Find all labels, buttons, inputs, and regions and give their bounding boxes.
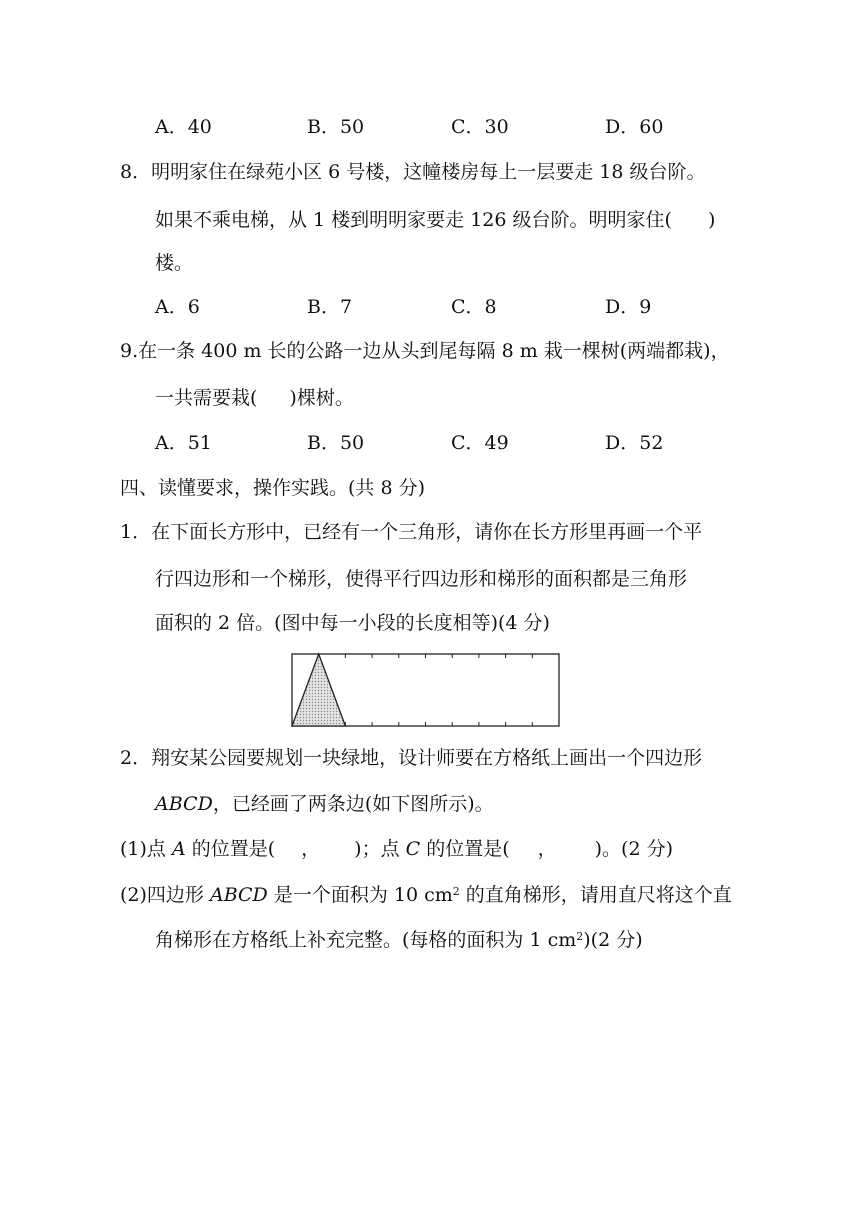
- section4-heading: 四、读懂要求，操作实践。(共 8 分): [120, 477, 425, 499]
- sub2-shape-name: ABCD: [209, 884, 268, 906]
- s4q2-sub1: [120, 837, 673, 861]
- quadrilateral-name: ABCD: [155, 793, 213, 815]
- s4q2-number: 2．: [120, 747, 152, 769]
- q9-option-a: A．51: [155, 432, 212, 454]
- q9-option-c: C．49: [451, 432, 509, 454]
- sub1-text-e: )。(2 分): [594, 838, 674, 860]
- q8-line2: [155, 208, 715, 232]
- s4q2-text-2: ，已经画了两条边(如下图所示)。: [212, 793, 494, 815]
- sub2-sup1: 2: [452, 885, 460, 898]
- s4q2-text-1: 翔安某公园要规划一块绿地，设计师要在方格纸上画出一个四边形: [151, 747, 703, 769]
- s4q1-line2: 行四边形和一个梯形，使得平行四边形和梯形的面积都是三角形: [155, 568, 688, 590]
- sub1-comma2: ，: [537, 838, 557, 860]
- q9-text-2b: )棵树。: [289, 387, 354, 409]
- q8-text-1: 明明家住在绿苑小区 6 号楼，这幢楼房每上一层要走 18 级台阶。: [151, 161, 706, 183]
- s4q1-line3: 面积的 2 倍。(图中每一小段的长度相等)(4 分): [155, 612, 550, 634]
- q9-text-1: 在一条 400 m 长的公路一边从头到尾每隔 8 m 栽一棵树(两端都栽)，: [138, 340, 730, 362]
- s4q1-text-1: 在下面长方形中，已经有一个三角形，请你在长方形里再画一个平: [151, 521, 703, 543]
- sub2-sup2: 2: [576, 930, 584, 943]
- point-a-label: A: [171, 838, 186, 860]
- sub2-text-2a: 角梯形在方格纸上补充完整。(每格的面积为 1 cm: [155, 929, 577, 951]
- sub2-text-b: 是一个面积为 10 cm: [267, 884, 453, 906]
- q9-line1: [120, 339, 730, 363]
- sub2-text-2b: )(2 分): [583, 929, 643, 951]
- sub1-text-d: 的位置是(: [420, 838, 510, 860]
- q8-option-d: D．9: [605, 296, 652, 318]
- q8-number: 8．: [120, 161, 152, 183]
- sub1-text-a: (1)点: [120, 838, 172, 860]
- sub1-text-c: )；点: [354, 838, 406, 860]
- q9-number: 9.: [120, 340, 139, 362]
- s4q2-line1: [120, 746, 702, 770]
- sub1-comma1: ，: [301, 838, 321, 860]
- q8-options: [155, 295, 675, 319]
- s4q2-sub2-line2: [155, 928, 643, 952]
- q8-line1: [120, 160, 706, 184]
- s4q1-number: 1．: [120, 521, 152, 543]
- s4q2-line2: [155, 792, 494, 816]
- rectangle-triangle-figure[interactable]: [290, 650, 562, 730]
- q8-text-2: 如果不乘电梯，从 1 楼到明明家要走 126 级台阶。明明家住(: [155, 209, 672, 231]
- q9-options: [155, 431, 675, 455]
- q9-option-b: B．50: [307, 432, 365, 454]
- q8-option-b: B．7: [307, 296, 353, 318]
- q8-option-c: C．8: [451, 296, 497, 318]
- q7-option-d: D．60: [605, 116, 664, 138]
- q9-line2: [155, 386, 354, 410]
- q8-option-a: A．6: [155, 296, 200, 318]
- q7-option-c: C．30: [451, 116, 509, 138]
- q8-paren-close: ): [707, 209, 716, 231]
- q7-options: [155, 115, 675, 139]
- sub1-text-b: 的位置是(: [185, 838, 276, 860]
- q8-line3: 楼。: [155, 252, 194, 274]
- s4q2-sub2-line1: [120, 883, 732, 907]
- q9-text-2a: 一共需要栽(: [155, 387, 258, 409]
- q9-option-d: D．52: [605, 432, 664, 454]
- s4q1-line1: [120, 520, 702, 544]
- q7-option-a: A．40: [155, 116, 212, 138]
- sub2-text-c: 的直角梯形，请用直尺将这个直: [459, 884, 732, 906]
- point-c-label: C: [405, 838, 421, 860]
- sub2-text-a: (2)四边形: [120, 884, 210, 906]
- q7-option-b: B．50: [307, 116, 365, 138]
